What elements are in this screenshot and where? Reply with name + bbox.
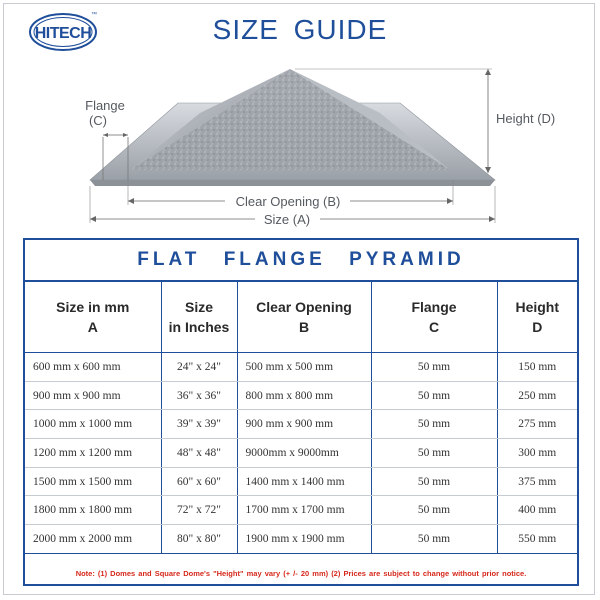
svg-text:HITECH: HITECH	[34, 25, 92, 42]
cell-clear-opening: 1400 mm x 1400 mm	[237, 467, 371, 496]
table-row	[25, 467, 577, 496]
cell-flange: 50 mm	[371, 467, 497, 496]
cell-flange: 50 mm	[371, 496, 497, 525]
size-table-box	[23, 238, 579, 586]
cell-size-mm: 1500 mm x 1500 mm	[25, 467, 161, 496]
table-row	[25, 439, 577, 468]
cell-flange: 50 mm	[371, 381, 497, 410]
flange-sub-label: (C)	[88, 113, 108, 128]
cell-clear-opening: 900 mm x 900 mm	[237, 410, 371, 439]
cell-flange: 50 mm	[371, 410, 497, 439]
cell-size-mm: 1800 mm x 1800 mm	[25, 496, 161, 525]
cell-clear-opening: 500 mm x 500 mm	[237, 353, 371, 382]
header-height: Height D	[497, 282, 577, 353]
cell-size-inches: 36" x 36"	[161, 381, 237, 410]
cell-size-inches: 72" x 72"	[161, 496, 237, 525]
cell-size-mm: 600 mm x 600 mm	[25, 353, 161, 382]
cell-height: 375 mm	[497, 467, 577, 496]
cell-clear-opening: 800 mm x 800 mm	[237, 381, 371, 410]
cell-size-inches: 24" x 24"	[161, 353, 237, 382]
cell-height: 400 mm	[497, 496, 577, 525]
size-table	[25, 282, 577, 554]
header-size-mm: Size in mm A	[25, 282, 161, 353]
table-row	[25, 496, 577, 525]
cell-size-inches: 48" x 48"	[161, 439, 237, 468]
cell-height: 150 mm	[497, 353, 577, 382]
cell-height: 300 mm	[497, 439, 577, 468]
cell-size-inches: 60" x 60"	[161, 467, 237, 496]
header-size-inches: Size in Inches	[161, 282, 237, 353]
header-clear-opening: Clear Opening B	[237, 282, 371, 353]
table-row	[25, 353, 577, 382]
cell-height: 550 mm	[497, 525, 577, 554]
table-header-row	[25, 282, 577, 353]
page-title: SIZE GUIDE	[212, 14, 388, 45]
flange-front	[90, 180, 495, 186]
cell-flange: 50 mm	[371, 353, 497, 382]
cell-size-inches: 80" x 80"	[161, 525, 237, 554]
cell-height: 250 mm	[497, 381, 577, 410]
cell-clear-opening: 9000mm x 9000mm	[237, 439, 371, 468]
cell-size-inches: 39" x 39"	[161, 410, 237, 439]
table-row	[25, 525, 577, 554]
cell-flange: 50 mm	[371, 439, 497, 468]
cell-size-mm: 1000 mm x 1000 mm	[25, 410, 161, 439]
height-label: Height (D)	[496, 111, 556, 126]
footnote: Note: (1) Domes and Square Dome's "Height" may vary (+ /- 20 mm) (2) Prices are subject to change without prior notice.	[75, 569, 527, 578]
cell-height: 275 mm	[497, 410, 577, 439]
cell-flange: 50 mm	[371, 525, 497, 554]
cell-clear-opening: 1700 mm x 1700 mm	[237, 496, 371, 525]
cell-clear-opening: 1900 mm x 1900 mm	[237, 525, 371, 554]
cell-size-mm: 1200 mm x 1200 mm	[25, 439, 161, 468]
size-label: Size (A)	[263, 212, 311, 227]
cell-size-mm: 900 mm x 900 mm	[25, 381, 161, 410]
clear-opening-label: Clear Opening (B)	[235, 194, 341, 209]
pyramid-diagram	[0, 55, 600, 235]
table-row	[25, 410, 577, 439]
header-flange: Flange C	[371, 282, 497, 353]
trademark-symbol: ™	[91, 12, 97, 18]
table-row	[25, 381, 577, 410]
flange-label: Flange	[85, 98, 125, 113]
table-title: FLAT FLANGE PYRAMID	[25, 240, 577, 282]
cell-size-mm: 2000 mm x 2000 mm	[25, 525, 161, 554]
